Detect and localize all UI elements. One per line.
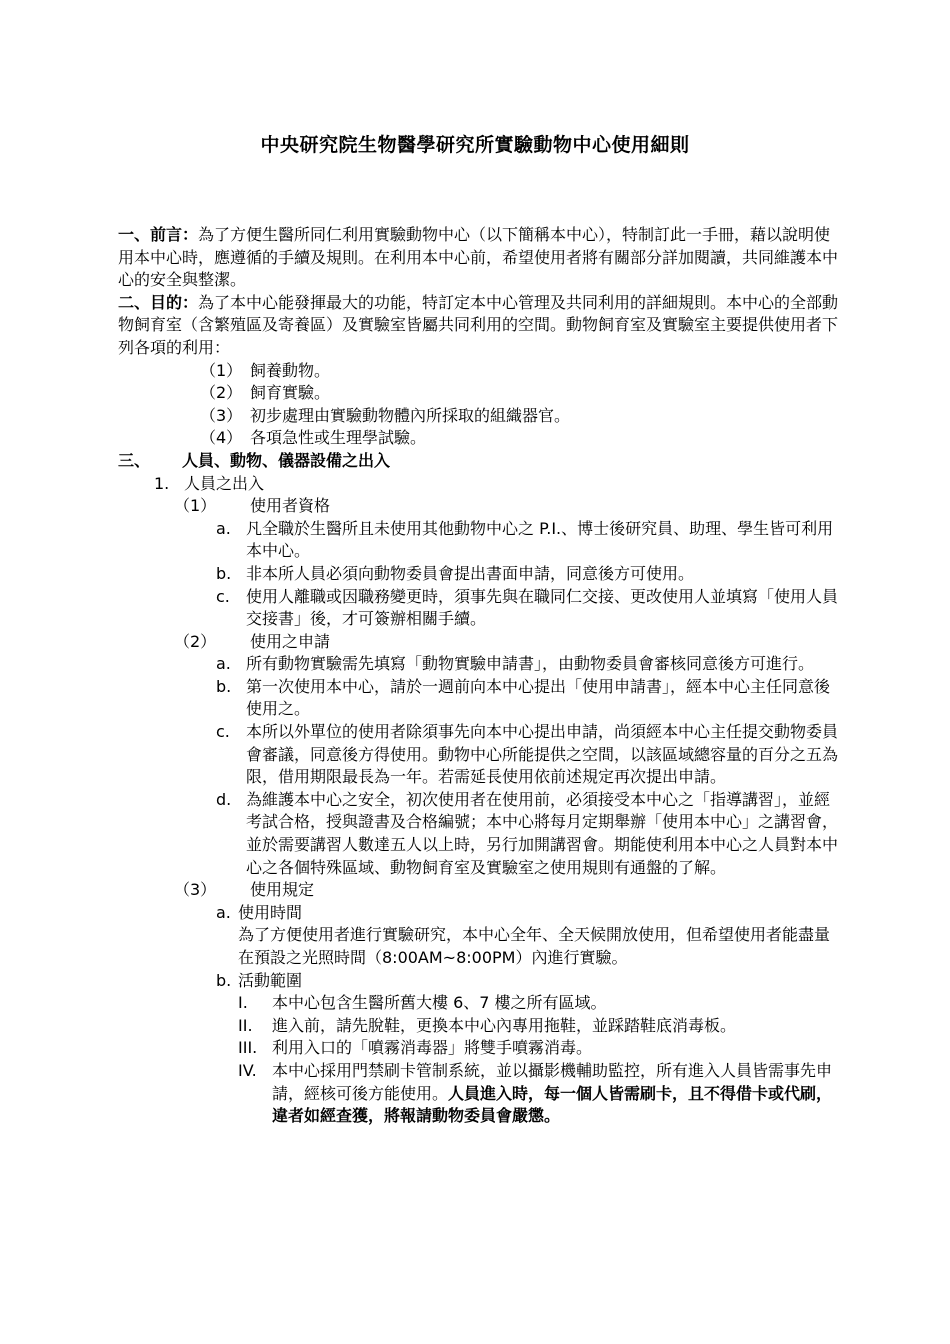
- purpose-item: （4） 各項急性或生理學試驗。: [200, 428, 427, 448]
- access-warning: 人員進入時，每一個人皆需刷卡，且不得借卡或代刷，違者如經查獲，將報請動物委員會嚴懲。: [272, 1083, 833, 1126]
- purpose-item: （1） 飼養動物。: [200, 360, 331, 380]
- subsection-personnel: 1. 人員之出入: [154, 473, 265, 493]
- list-item: c. 本所以外單位的使用者除須事先向本中心提出申請，尚須經本中心主任提交動物委員會審議，同意後方得使用。動物中心所能提供之空間，以該區域總容量的百分之五為限，借用期限最長為一年。若需延長使用依前述規定再次提出申請。: [216, 722, 839, 787]
- section-preface-text: 為了方便生醫所同仁利用實驗動物中心（以下簡稱本中心），特制訂此一手冊，藉以說明使用本中心時，應遵循的手續及規則。在利用本中心前，希望使用者將有關部分詳加閱讀，共同維護本中心的安全與整潔。: [118, 225, 839, 290]
- list-item: II. 進入前，請先脫鞋，更換本中心內專用拖鞋，並踩踏鞋底消毒板。: [238, 1015, 737, 1035]
- clause-eligibility: （1） 使用者資格: [174, 496, 331, 516]
- list-item: a. 所有動物實驗需先填寫「動物實驗申請書」，由動物委員會審核同意後方可進行。: [216, 654, 815, 674]
- document-title: 中央研究院生物醫學研究所實驗動物中心使用細則: [260, 134, 690, 156]
- usage-time-heading: a. 使用時間: [216, 902, 303, 922]
- purpose-item: （2） 飼育實驗。: [200, 383, 331, 403]
- usage-time-text: 為了方便使用者進行實驗研究，本中心全年、全天候開放使用，但希望使用者能盡量在預設之光照時間（8:00AM~8:00PM）內進行實驗。: [238, 925, 831, 967]
- list-item: c. 使用人離職或因職務變更時，須事先與在職同仁交接、更改使用人並填寫「使用人員交接書」後，才可簽辦相關手續。: [216, 586, 839, 629]
- list-item: b. 非本所人員必須向動物委員會提出書面申請，同意後方可使用。: [216, 563, 695, 583]
- clause-usage-rules: （3） 使用規定: [174, 880, 315, 900]
- section-access-heading: 三、 人員、動物、儀器設備之出入: [118, 450, 391, 470]
- section-purpose: [118, 292, 840, 360]
- list-item: b. 第一次使用本中心，請於一週前向本中心提出「使用申請書」，經本中心主任同意後使用之。: [216, 676, 831, 719]
- section-purpose-label: 二、目的：: [118, 292, 199, 312]
- document-body: [118, 224, 840, 1128]
- clause-application: （2） 使用之申請: [174, 631, 331, 651]
- activity-area-heading: b. 活動範圍: [216, 970, 303, 990]
- list-item: a. 凡全職於生醫所且未使用其他動物中心之 P.I.、博士後研究員、助理、學生皆可利用本中心。: [216, 518, 834, 561]
- list-item: I. 本中心包含生醫所舊大樓 6、7 樓之所有區域。: [238, 993, 607, 1013]
- purpose-item: （3） 初步處理由實驗動物體內所採取的組織器官。: [200, 405, 571, 425]
- section-preface: [118, 224, 840, 292]
- list-item: d. 為維護本中心之安全，初次使用者在使用前，必須接受本中心之「指導講習」，並經考試合格，授與證書及合格編號；本中心將每月定期舉辦「使用本中心」之講習會，並於需要講習人數達五人以上時，另行加開講習會。期能使利用本中心之人員對本中心之各個特殊區域、動物飼育室及實驗室之使用規則有通盤的了解。: [216, 789, 839, 877]
- section-preface-label: 一、前言：: [118, 225, 199, 244]
- list-item: III. 利用入口的「噴霧消毒器」將雙手噴霧消毒。: [238, 1038, 593, 1058]
- section-purpose-text: 為了本中心能發揮最大的功能，特訂定本中心管理及共同利用的詳細規則。本中心的全部動物飼育室（含繁殖區及寄養區）及實驗室皆屬共同利用的空間。動物飼育室及實驗室主要提供使用者下列各項的利用：: [118, 292, 839, 357]
- list-item: IV. 本中心採用門禁刷卡管制系統，並以攝影機輔助監控，所有進入人員皆需事先申請，經核可後方能使用。人員進入時，每一個人皆需刷卡，且不得借卡或代刷，違者如經查獲，將報請動物委員會嚴懲。: [238, 1060, 833, 1126]
